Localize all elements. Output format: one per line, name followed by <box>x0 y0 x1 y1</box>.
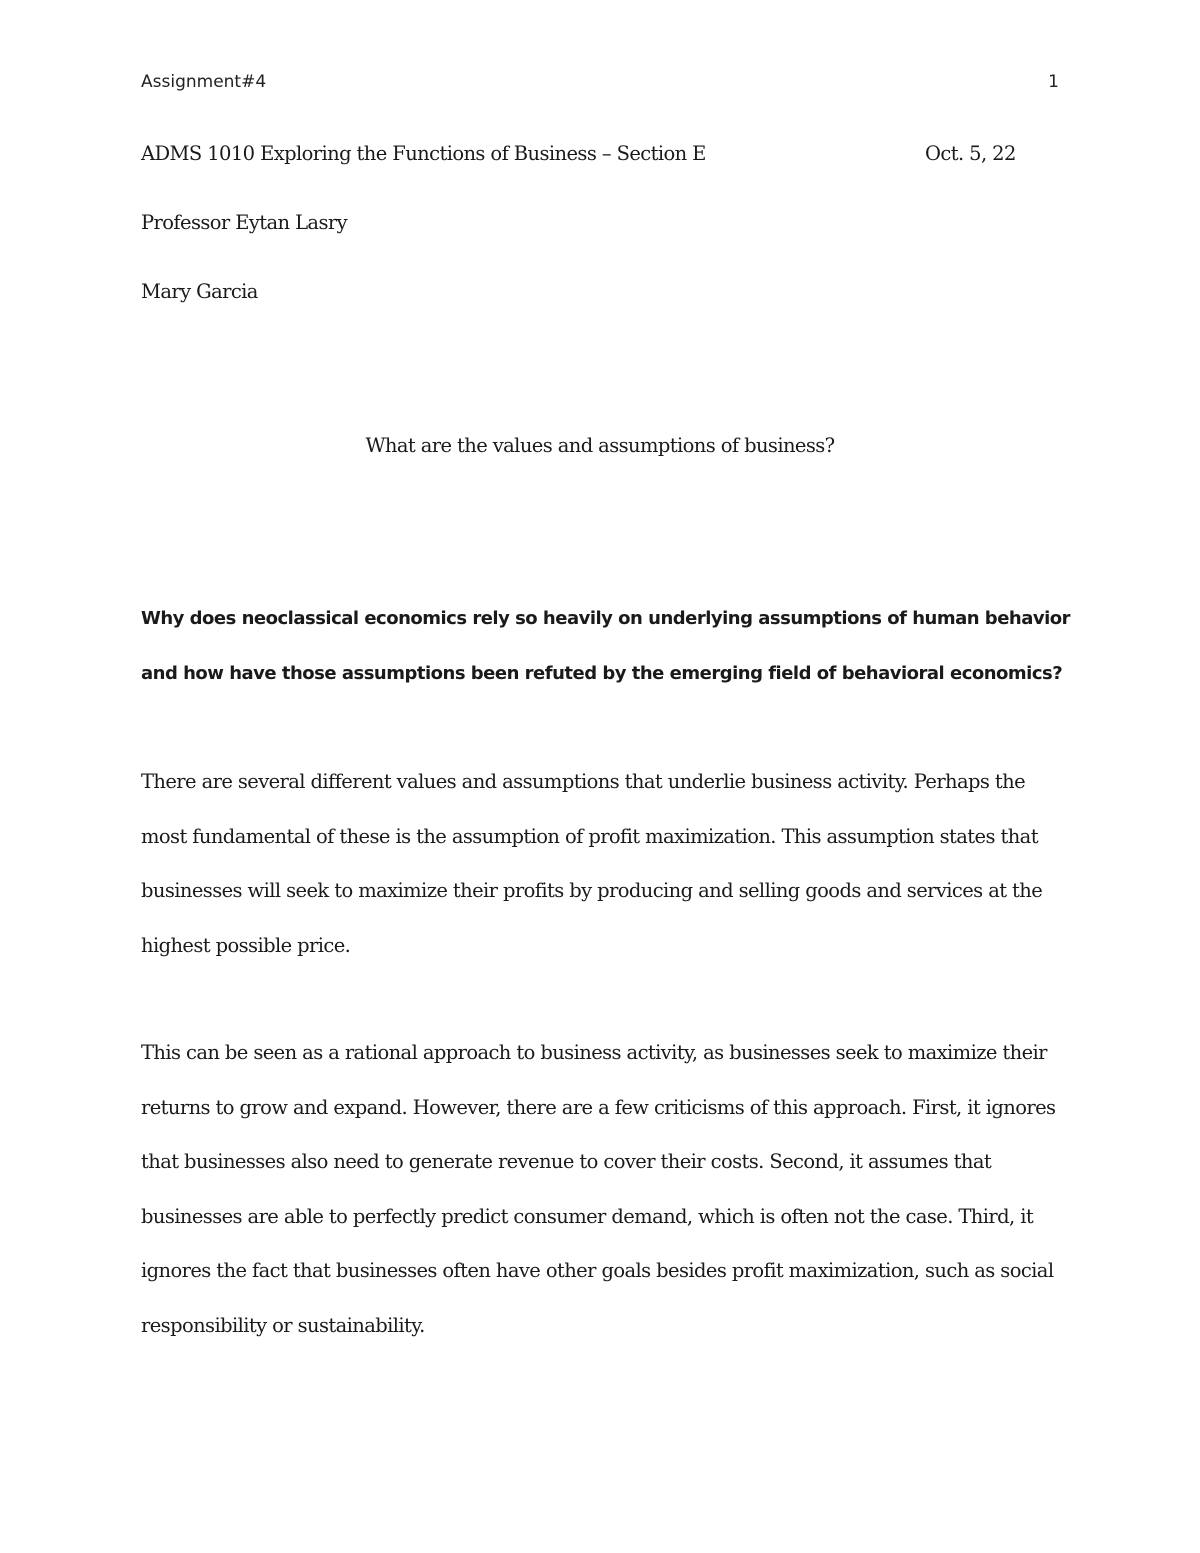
question-heading: Why does neoclassical economics rely so heavily on underlying assumptions of human behavior and how have those assumptions been refuted by the emerging field of behavioral economics? <box>141 608 1071 684</box>
professor-name: Professor Eytan Lasry <box>141 211 348 234</box>
running-head: Assignment#4 <box>141 72 267 92</box>
body-paragraph: This can be seen as a rational approach to business activity, as businesses seek to maximize their returns to grow and expand. However, there are a few criticisms of this approach. First, it ignores that businesses also need to generate revenue to cover their costs. Second, it assumes that businesses are able to perfectly predict consumer demand, which is often not the case. Third, it ignores the fact that businesses often have other goals besides profit maximization, such as social responsibility or sustainability. <box>141 1041 1056 1337</box>
course-line: ADMS 1010 Exploring the Functions of Business – Section E <box>141 142 706 165</box>
document-title: What are the values and assumptions of business? <box>365 434 835 457</box>
page-number: 1 <box>1048 72 1059 92</box>
student-name: Mary Garcia <box>141 280 258 303</box>
body-paragraph: There are several different values and assumptions that underlie business activity. Perhaps the most fundamental of these is the assumption of profit maximization. This assumption states that businesses will seek to maximize their profits by producing and selling goods and services at the highest possible price. <box>141 770 1043 957</box>
date: Oct. 5, 22 <box>925 142 1016 165</box>
